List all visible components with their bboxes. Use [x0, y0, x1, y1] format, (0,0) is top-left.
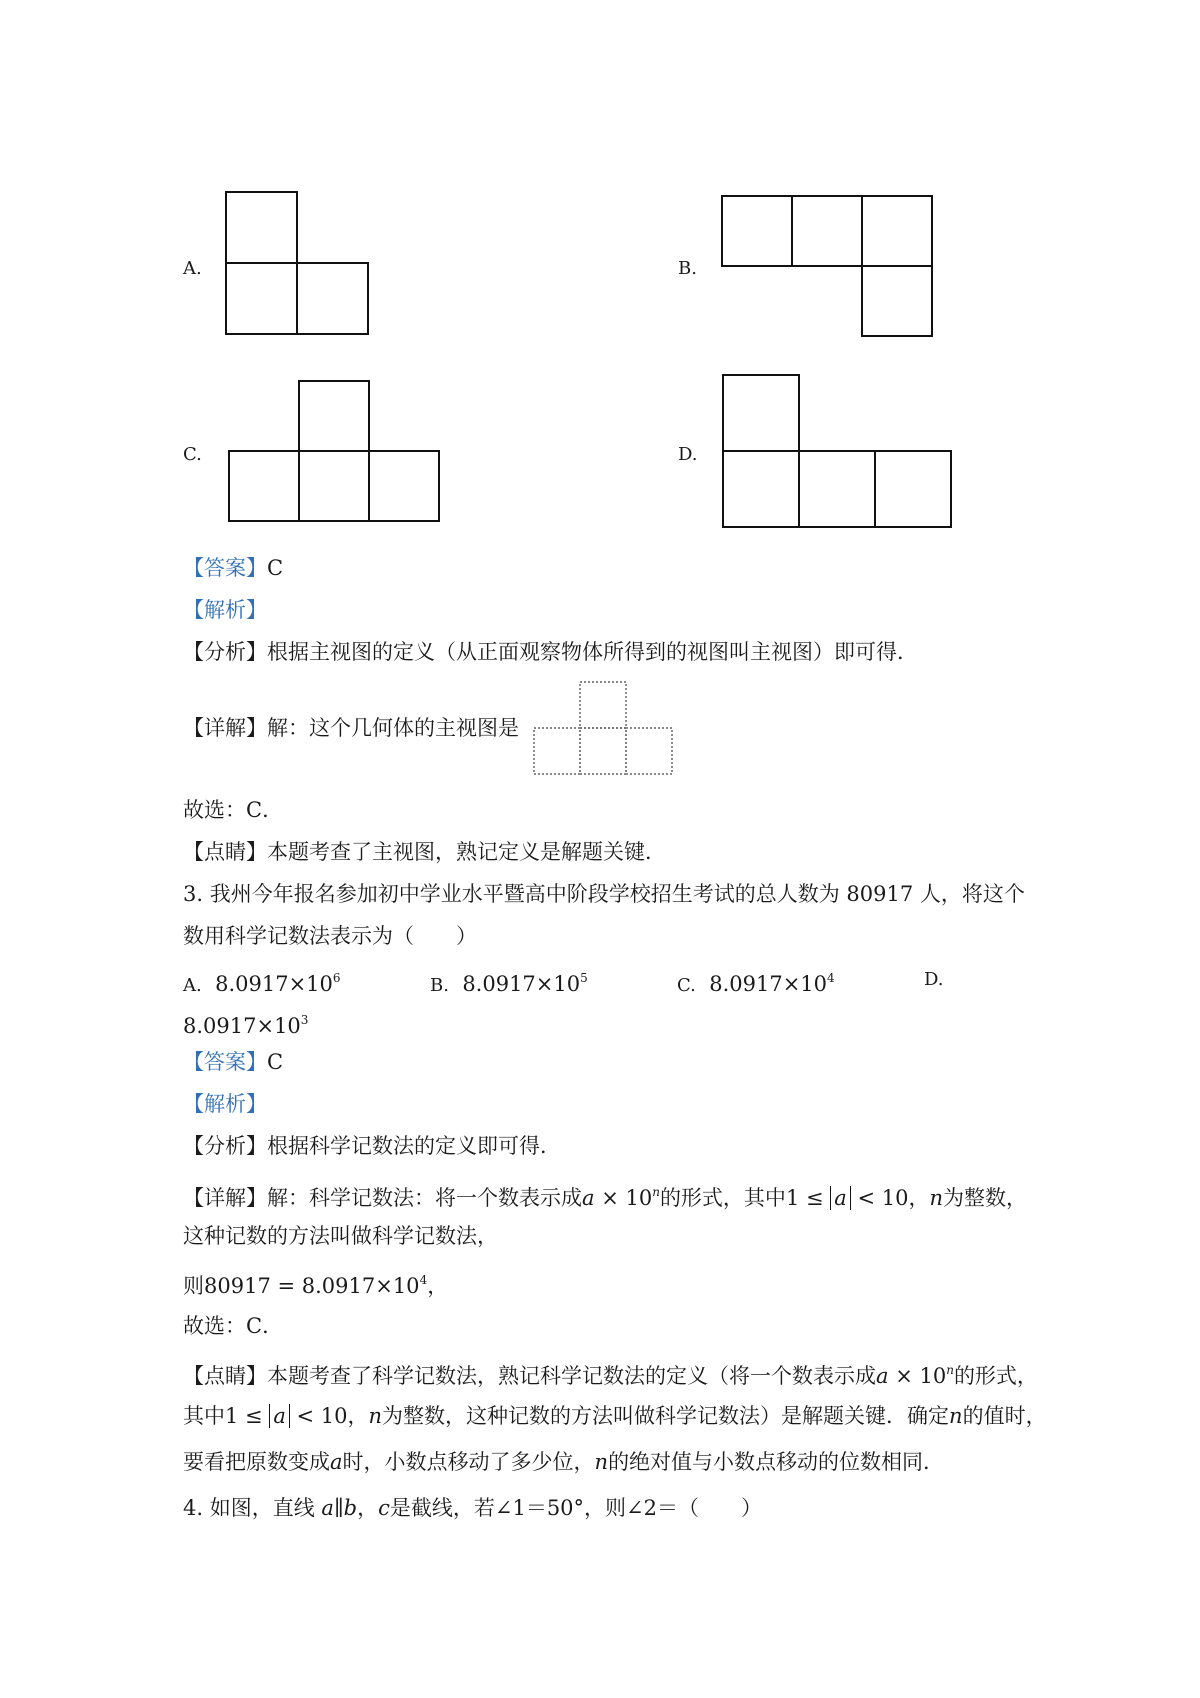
q3-fenxi-tag: 【分析】: [183, 1134, 267, 1158]
ineq-left: 1 ≤: [785, 1186, 831, 1210]
dj-var-n: n: [368, 1404, 383, 1428]
dj-formula-a: a: [876, 1364, 889, 1388]
dj-ineq-right: < 10: [289, 1404, 348, 1428]
q3-dianjing-comma: ，: [347, 1404, 369, 1428]
dj-ineq-left: 1 ≤: [225, 1404, 270, 1428]
q3-fenxi-line: [183, 1132, 561, 1160]
q3-xiangjie-text-2: 的形式，其中: [659, 1186, 786, 1210]
q3-xiangjie-end: ，: [427, 1274, 449, 1298]
q3-stem-line-2: 数用科学记数法表示为（ ）: [183, 924, 477, 948]
q3-jiexi-tag: 【解析】: [183, 1092, 267, 1116]
q4-stem-line: [183, 1494, 762, 1522]
q3-dianjing-line-3: [183, 1448, 944, 1476]
q3-answer-value: C: [267, 1050, 284, 1074]
q3-answer-tag: 【答案】: [183, 1050, 267, 1074]
q3-option-c-label: C.: [677, 975, 696, 996]
front-view-figure: [532, 680, 678, 780]
q3-option-b: [430, 964, 588, 998]
q3-option-d-label: D.: [924, 969, 944, 990]
fenxi-tag: 【分析】: [183, 640, 267, 664]
q3-xiangjie-exp: 4: [419, 1273, 428, 1287]
dj-formula-times: × 10: [888, 1364, 947, 1388]
q3-xiangjie-tag: 【详解】: [183, 1186, 267, 1210]
q3-xiangjie-equation: 80917 = 8.0917×10: [204, 1274, 420, 1298]
q4-stem-start: 4. 如图，直线: [183, 1496, 315, 1520]
q2-answer-line: [183, 554, 283, 582]
q3-option-a-label: A.: [183, 975, 202, 996]
q3-dianjing-tag: 【点睛】: [183, 1364, 267, 1388]
xiangjie-text: 解：这个几何体的主视图是: [267, 716, 519, 740]
q3-dianjing-text-3: 其中: [183, 1404, 225, 1428]
q3-dianjing-text-6: 要看把原数变成: [183, 1450, 330, 1474]
option-b-figure: [718, 194, 938, 344]
q3-dianjing-text-8: 的绝对值与小数点移动的位数相同．: [608, 1450, 945, 1474]
q3-xiangjie-line-1: [183, 1178, 1027, 1212]
option-label-c: C.: [183, 444, 202, 465]
q3-xiangjie-then: 则: [183, 1274, 204, 1298]
q3-option-a: [183, 964, 341, 998]
q3-option-c-value: 8.0917×10: [709, 972, 828, 996]
q3-dianjing-line-1: [183, 1356, 1038, 1390]
q3-option-a-exp: 6: [332, 971, 341, 985]
q2-guxuan-line: 故选：C．: [183, 798, 284, 822]
xiangjie-tag: 【详解】: [183, 716, 267, 740]
ineq-right: < 10: [850, 1186, 909, 1210]
q3-option-d-exp: 3: [300, 1013, 309, 1027]
dj-var-n-3: n: [594, 1450, 609, 1474]
q3-xiangjie-text-3: 为整数，: [942, 1186, 1027, 1210]
formula-n: n: [652, 1185, 660, 1199]
option-label-d: D.: [678, 444, 698, 465]
option-label-a: A.: [183, 258, 202, 279]
q3-guxuan-line: 故选：C．: [183, 1314, 284, 1338]
q3-answer-line: [183, 1048, 283, 1076]
q3-dianjing-text-2: 的形式，: [953, 1364, 1038, 1388]
option-d-figure: [720, 372, 960, 532]
option-label-b: B.: [678, 258, 697, 279]
q3-fenxi-text: 根据科学记数法的定义即可得．: [267, 1134, 561, 1158]
q2-jiexi-line: [183, 596, 267, 624]
jiexi-tag: 【解析】: [183, 598, 267, 622]
formula-times: × 10: [594, 1186, 653, 1210]
q3-option-d-label-line: [924, 964, 944, 992]
q3-xiangjie-text-1: 解：科学记数法：将一个数表示成: [267, 1186, 582, 1210]
dianjing-text: 本题考查了主视图，熟记定义是解题关键．: [267, 840, 666, 864]
abs-a: a: [830, 1186, 851, 1210]
q3-xiangjie-comma: ，: [908, 1186, 930, 1210]
q3-option-a-value: 8.0917×10: [215, 972, 333, 996]
answer-tag: 【答案】: [183, 556, 267, 580]
dianjing-tag: 【点睛】: [183, 840, 267, 864]
q3-dianjing-text-1: 本题考查了科学记数法，熟记科学记数法的定义（将一个数表示成: [267, 1364, 876, 1388]
fenxi-text: 根据主视图的定义（从正面观察物体所得到的视图叫主视图）即可得．: [267, 640, 918, 664]
q3-option-c-exp: 4: [827, 971, 835, 985]
q4-sep: ，: [357, 1496, 379, 1520]
q3-option-d: [183, 1006, 308, 1040]
q3-dianjing-line-2: [183, 1402, 1047, 1430]
q3-xiangjie-line-2: 这种记数的方法叫做科学记数法，: [183, 1224, 498, 1248]
q3-jiexi-line: [183, 1090, 267, 1118]
q4-line-a: a: [321, 1496, 334, 1520]
q3-option-b-label: B.: [430, 975, 449, 996]
q4-line-c: c: [378, 1496, 390, 1520]
q2-xiangjie-line: [183, 714, 519, 742]
q3-stem-line-1: 3. 我州今年报名参加初中学业水平暨高中阶段学校招生考试的总人数为 80917 人，将这个: [183, 882, 1025, 906]
q3-option-d-value: 8.0917×10: [183, 1014, 301, 1038]
option-c-figure: [226, 378, 450, 528]
q3-dianjing-text-7: 时，小数点移动了多少位，: [342, 1450, 595, 1474]
option-a-figure: [220, 190, 380, 340]
q3-dianjing-text-5: 的值时，: [962, 1404, 1047, 1428]
q4-stem-rest: 是截线，若∠1＝50°，则∠2＝（ ）: [389, 1496, 762, 1520]
q4-line-b: b: [343, 1496, 358, 1520]
q2-dianjing-line: [183, 838, 666, 866]
var-n: n: [929, 1186, 943, 1210]
formula-a: a: [582, 1186, 595, 1210]
answer-value: C: [267, 556, 284, 580]
dj-abs-a: a: [269, 1404, 290, 1428]
dj-formula-n: n: [946, 1363, 954, 1377]
q3-dianjing-text-4: 为整数，这种记数的方法叫做科学记数法）是解题关键．确定: [382, 1404, 950, 1428]
q3-option-b-value: 8.0917×10: [462, 972, 581, 996]
q4-parallel: ∥: [333, 1496, 344, 1520]
q3-option-b-exp: 5: [580, 971, 588, 985]
q3-option-c: [677, 964, 835, 998]
q3-xiangjie-line-3: [183, 1266, 448, 1300]
dj-var-a: a: [330, 1450, 343, 1474]
q2-fenxi-line: [183, 638, 918, 666]
dj-var-n-2: n: [949, 1404, 963, 1428]
